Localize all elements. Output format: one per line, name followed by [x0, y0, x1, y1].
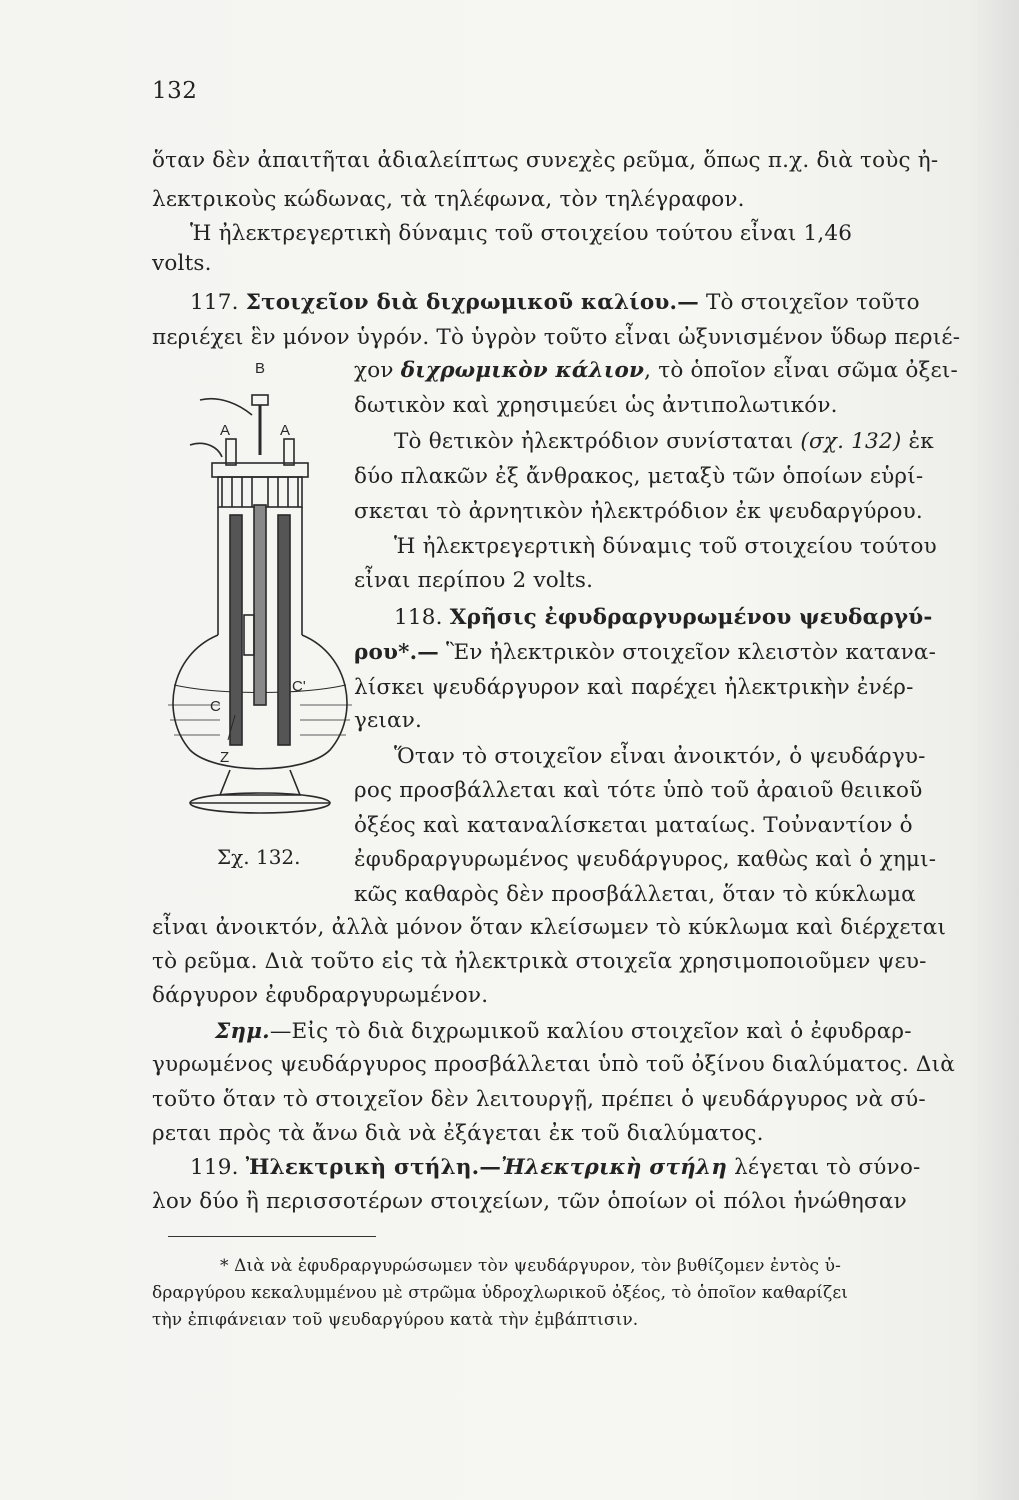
label-b: B — [255, 360, 266, 377]
text-line: ρεται πρὸς τὰ ἄνω διὰ νὰ ἐξάγεται ἐκ τοῦ διαλύματος. — [152, 1121, 764, 1146]
text-line: ρος προσβάλλεται καὶ τότε ὑπὸ τοῦ ἀραιοῦ θειικοῦ — [354, 778, 923, 803]
text-line: τοῦτο ὅταν τὸ στοιχεῖον δὲν λειτουργῇ, πρέπει ὁ ψευδάργυρος νὰ σύ- — [152, 1087, 926, 1112]
text-line: σκεται τὸ ἀρνητικὸν ἠλεκτρόδιον ἐκ ψευδαργύρου. — [354, 499, 923, 524]
footnote-line: δραργύρου κεκαλυμμένου μὲ στρῶμα ὑδροχλωρικοῦ ὀξέος, τὸ ὁποῖον καθαρίζει — [152, 1283, 849, 1303]
emphasized-term: Ἠλεκτρικὴ στήλη — [501, 1155, 728, 1180]
text-line — [394, 427, 934, 457]
text-run: ἐκ — [908, 429, 934, 454]
text-line: λίσκει ψευδάργυρον καὶ παρέχει ἠλεκτρικὴν ἐνέρ- — [354, 675, 914, 700]
text-line: Ἡ ἠλεκτρεγερτικὴ δύναμις τοῦ στοιχείου τούτου εἶναι 1,46 — [190, 221, 853, 246]
text-line: λον δύο ἢ περισσοτέρων στοιχείων, τῶν ὁποίων οἱ πόλοι ἡνώθησαν — [152, 1189, 907, 1214]
label-c: C — [210, 698, 221, 715]
section-number: 119. — [190, 1155, 239, 1180]
section-title-cont: ρου — [354, 640, 399, 665]
section-number: 118. — [394, 605, 443, 630]
section-118-heading — [394, 603, 932, 633]
figure-caption: Σχ. 132. — [217, 845, 301, 869]
text-line: ὅταν δὲν ἀπαιτῆται ἀδιαλείπτως συνεχὲς ρεῦμα, ὅπως π.χ. διὰ τοὺς ἠ- — [152, 148, 939, 173]
label-c-prime: C' — [292, 678, 306, 695]
text-line: volts. — [152, 251, 212, 276]
page-number: 132 — [152, 78, 198, 104]
text-line: γυρωμένος ψευδάργυρος προσβάλλεται ὑπὸ τοῦ ὀξίνου διαλύματος. Διὰ — [152, 1052, 956, 1077]
text-run: χον — [354, 358, 394, 383]
section-title: Στοιχεῖον διὰ διχρωμικοῦ καλίου.— — [245, 290, 699, 315]
text-line: τὸ ρεῦμα. Διὰ τοῦτο εἰς τὰ ἠλεκτρικὰ στοιχεῖα χρησιμοποιοῦμεν ψευ- — [152, 949, 927, 974]
text-line: Ὅταν τὸ στοιχεῖον εἶναι ἀνοικτόν, ὁ ψευδάργυ- — [394, 744, 926, 769]
section-117-heading — [190, 288, 920, 318]
figure-reference: (σχ. 132) — [800, 429, 902, 454]
footnote-rule — [168, 1236, 376, 1237]
section-number: 117. — [190, 290, 239, 315]
text-line: γειαν. — [354, 708, 423, 733]
text-line: εἶναι περίπου 2 volts. — [354, 568, 594, 593]
text-run: , τὸ ὁποῖον εἶναι σῶμα ὀξει- — [644, 358, 958, 383]
text-line: δωτικὸν καὶ χρησιμεύει ὡς ἀντιπολωτικόν. — [354, 393, 838, 418]
text-line: περιέχει ἓν μόνον ὑγρόν. Τὸ ὑγρὸν τοῦτο εἶναι ὠξυνισμένον ὕδωρ περιέ- — [152, 325, 961, 350]
bichromate-cell-figure — [160, 355, 360, 825]
emphasized-term: διχρωμικὸν κάλιον — [400, 358, 645, 383]
text-line: κῶς καθαρὸς δὲν προσβάλλεται, ὅταν τὸ κύκλωμα — [354, 882, 916, 907]
note-label: Σημ. — [215, 1019, 270, 1044]
text-line: δάργυρον ἐφυδραργυρωμένον. — [152, 983, 489, 1008]
section-title: Χρῆσις ἐφυδραργυρωμένου ψευδαργύ- — [449, 605, 933, 630]
text-line: δύο πλακῶν ἐξ ἄνθρακος, μεταξὺ τῶν ὁποίων εὑρί- — [354, 464, 924, 489]
section-title: Ἠλεκτρικὴ στήλη.— — [245, 1155, 502, 1180]
text-run: Τὸ θετικὸν ἠλεκτρόδιον συνίσταται — [394, 429, 794, 454]
text-line: ὀξέος καὶ καταναλίσκεται ματαίως. Τοὐναντίον ὁ — [354, 813, 913, 838]
text-run: Τὸ στοιχεῖον τοῦτο — [705, 290, 920, 315]
text-line: Ἡ ἠλεκτρεγερτικὴ δύναμις τοῦ στοιχείου τούτου — [394, 534, 937, 559]
label-a-left: A — [220, 422, 231, 439]
text-run: λέγεται τὸ σύνο- — [734, 1155, 921, 1180]
label-z: Z — [220, 749, 230, 766]
section-119-heading — [190, 1153, 920, 1183]
footnote-mark: *.— — [398, 640, 440, 665]
text-run: Ἓν ἠλεκτρικὸν στοιχεῖον κλειστὸν κατανα- — [446, 640, 937, 665]
text-line — [354, 356, 958, 386]
text-line: ἐφυδραργυρωμένος ψευδάργυρος, καθὼς καὶ ὁ χημι- — [354, 847, 937, 872]
text-line — [354, 638, 936, 668]
text-line: λεκτρικοὺς κώδωνας, τὰ τηλέφωνα, τὸν τηλέγραφον. — [152, 187, 745, 212]
text-run: —Εἰς τὸ διὰ διχρωμικοῦ καλίου στοιχεῖον καὶ ὁ ἐφυδραρ- — [269, 1019, 912, 1044]
label-a-right: A — [280, 422, 291, 439]
footnote-line: τὴν ἐπιφάνειαν τοῦ ψευδαργύρου κατὰ τὴν ἐμβάπτισιν. — [152, 1310, 639, 1330]
footnote-line: * Διὰ νὰ ἐφυδραργυρώσωμεν τὸν ψευδάργυρον, τὸν βυθίζομεν ἐντὸς ὑ- — [220, 1256, 841, 1276]
note-line — [215, 1017, 912, 1047]
text-line: εἶναι ἀνοικτόν, ἀλλὰ μόνον ὅταν κλείσωμεν τὸ κύκλωμα καὶ διέρχεται — [152, 915, 947, 940]
